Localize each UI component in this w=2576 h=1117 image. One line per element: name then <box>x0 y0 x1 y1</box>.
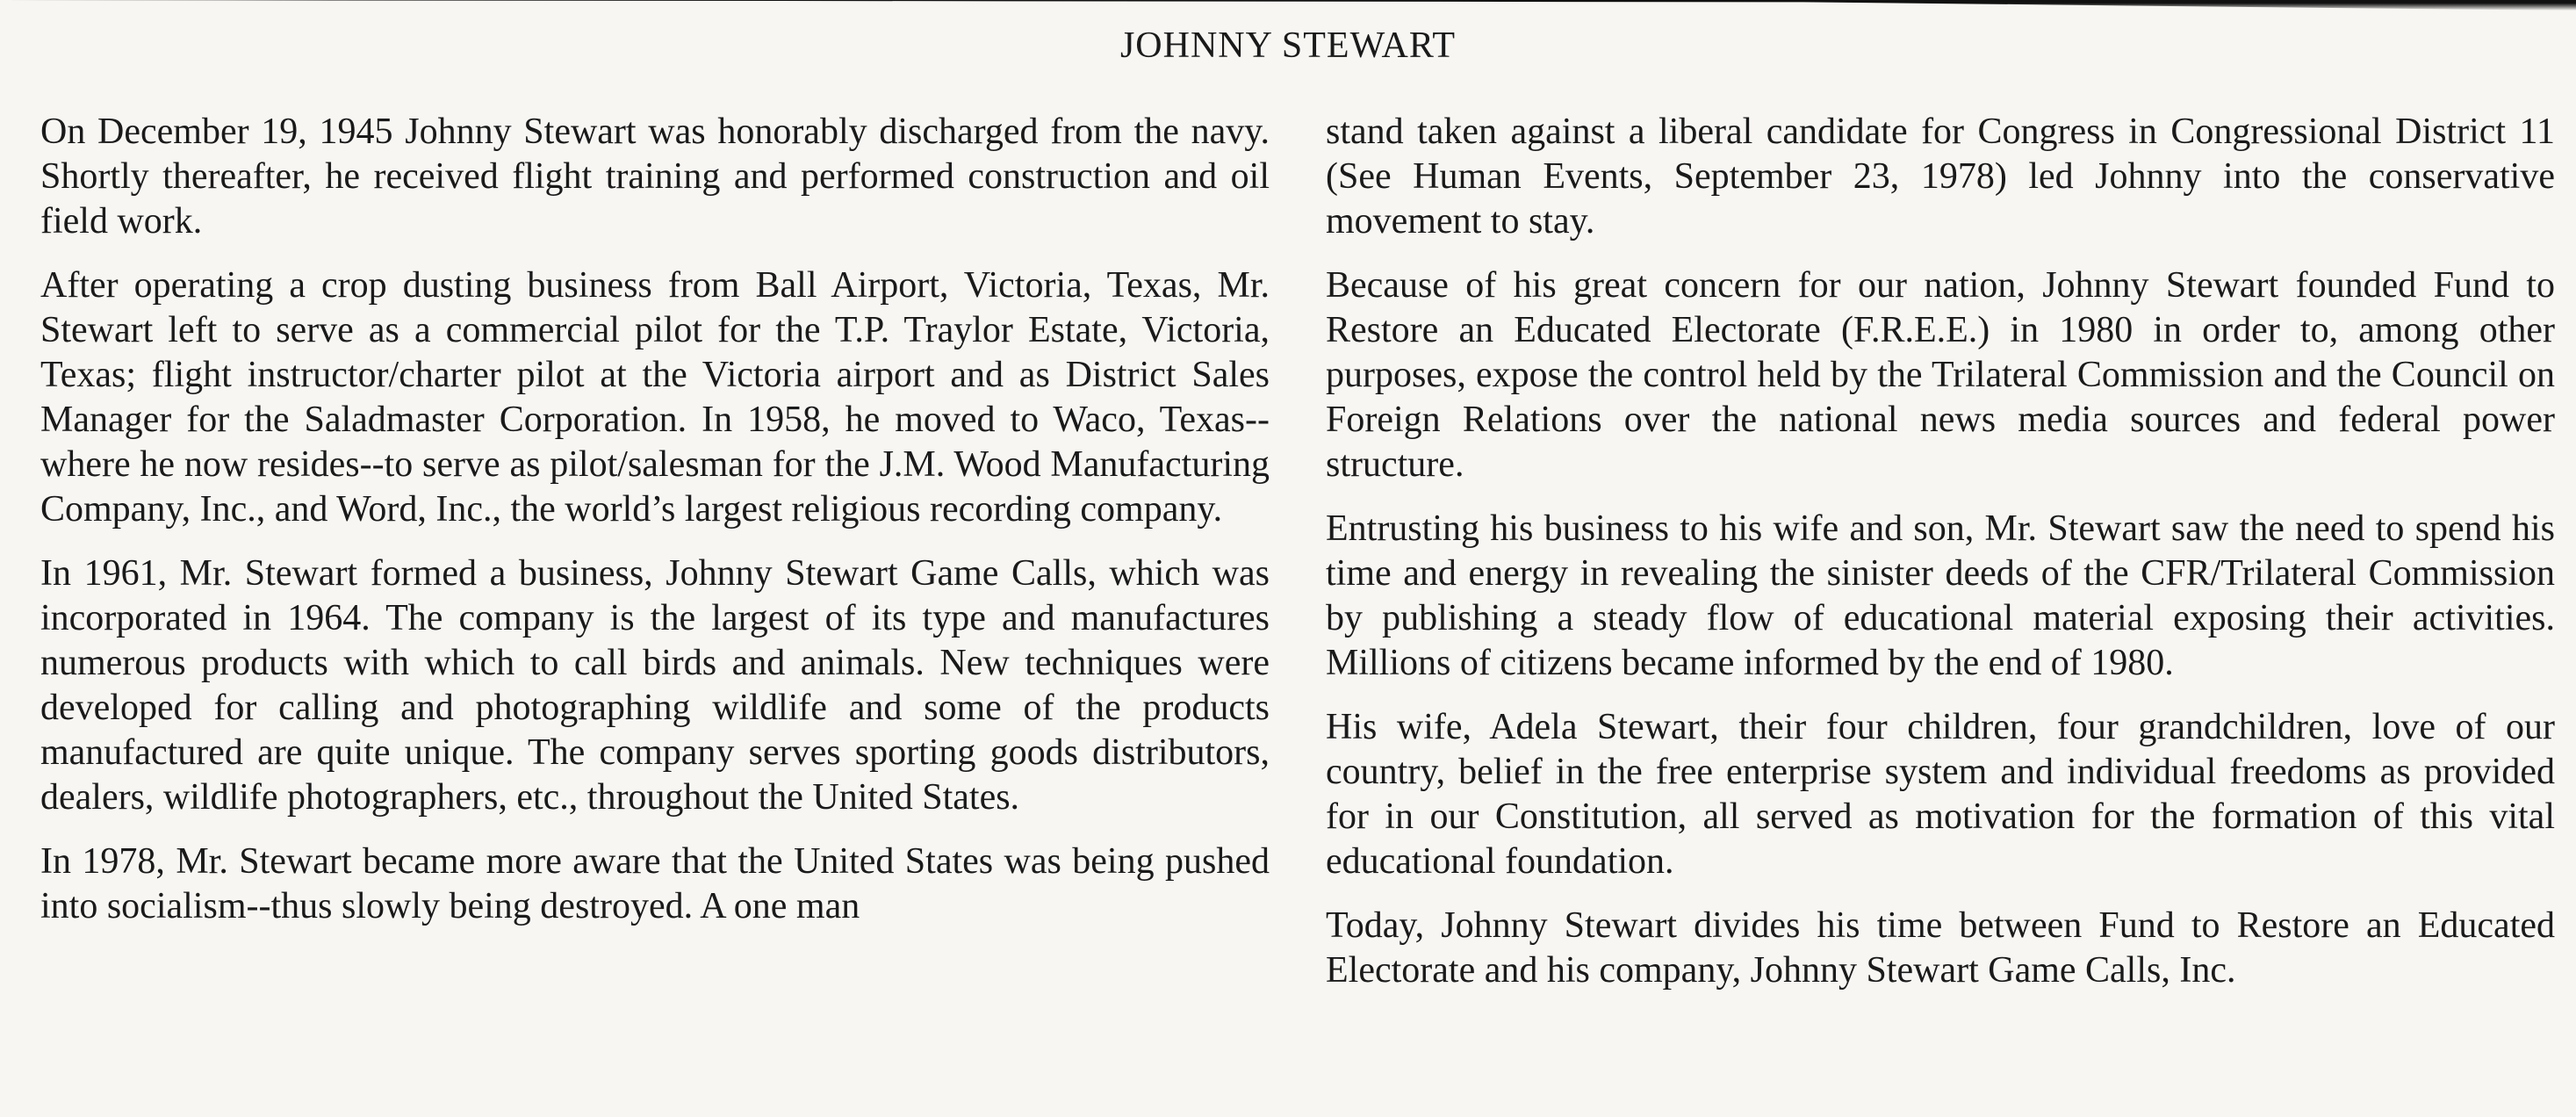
scan-top-edge <box>0 0 2576 11</box>
paragraph-1978: In 1978, Mr. Stewart became more aware that the United States was being pushed into socialism--thus slowly being destroyed. A one man <box>40 841 1270 926</box>
left-column <box>40 110 1270 948</box>
paragraph-publishing: Entrusting his business to his wife and son, Mr. Stewart saw the need to spend his time and energy in revealing the sinister deeds of the CFR/Trilateral Commission by publishing a steady flow of educational material exposing their activities. Millions of citizens became informed by the end of 1980. <box>1326 508 2555 683</box>
right-column <box>1326 110 2555 1013</box>
paragraph-today: Today, Johnny Stewart divides his time between Fund to Restore an Educated Electorate and his company, Johnny Stewart Game Calls, Inc. <box>1326 905 2555 991</box>
page-title: JOHNNY STEWART <box>1119 25 1457 66</box>
paragraph-conservative-movement: stand taken against a liberal candidate for Congress in Congressional District 11 (See Human Events, September 23, 1978) led Johnny into the conservative movement to stay. <box>1326 112 2555 241</box>
paragraph-career: After operating a crop dusting business from Ball Airport, Victoria, Texas, Mr. Stewart left to serve as a commercial pilot for the T.P. Traylor Estate, Victoria, Texas; flight instructor/charter pilot at the Victoria airport and as District Sales Manager for the Saladmaster Corporation. In 1958, he moved to Waco, Texas--where he now resides--to serve as pilot/salesman for the J.M. Wood Manufacturing Company, Inc., and Word, Inc., the world’s largest religious recording company. <box>40 265 1270 530</box>
paragraph-free-founding: Because of his great concern for our nation, Johnny Stewart founded Fund to Restore an Educated Electorate (F.R.E.E.) in 1980 in order to, among other purposes, expose the control held by the Trilateral Commission and the Council on Foreign Relations over the national news media sources and federal power structure. <box>1326 265 2555 485</box>
paragraph-discharge: On December 19, 1945 Johnny Stewart was honorably discharged from the navy. Shortly thereafter, he received flight training and performed construction and oil field work. <box>40 112 1270 241</box>
paragraph-motivation: His wife, Adela Stewart, their four children, four grandchildren, love of our country, belief in the free enterprise system and individual freedoms as provided for in our Constitution, all served as motivation for the formation of this vital educational foundation. <box>1326 707 2555 882</box>
paragraph-game-calls: In 1961, Mr. Stewart formed a business, Johnny Stewart Game Calls, which was incorporated in 1964. The company is the largest of its type and manufactures numerous products with which to call birds and animals. New techniques were developed for calling and photographing wildlife and some of the products manufactured are quite unique. The company serves sporting goods distributors, dealers, wildlife photographers, etc., throughout the United States. <box>40 553 1270 818</box>
